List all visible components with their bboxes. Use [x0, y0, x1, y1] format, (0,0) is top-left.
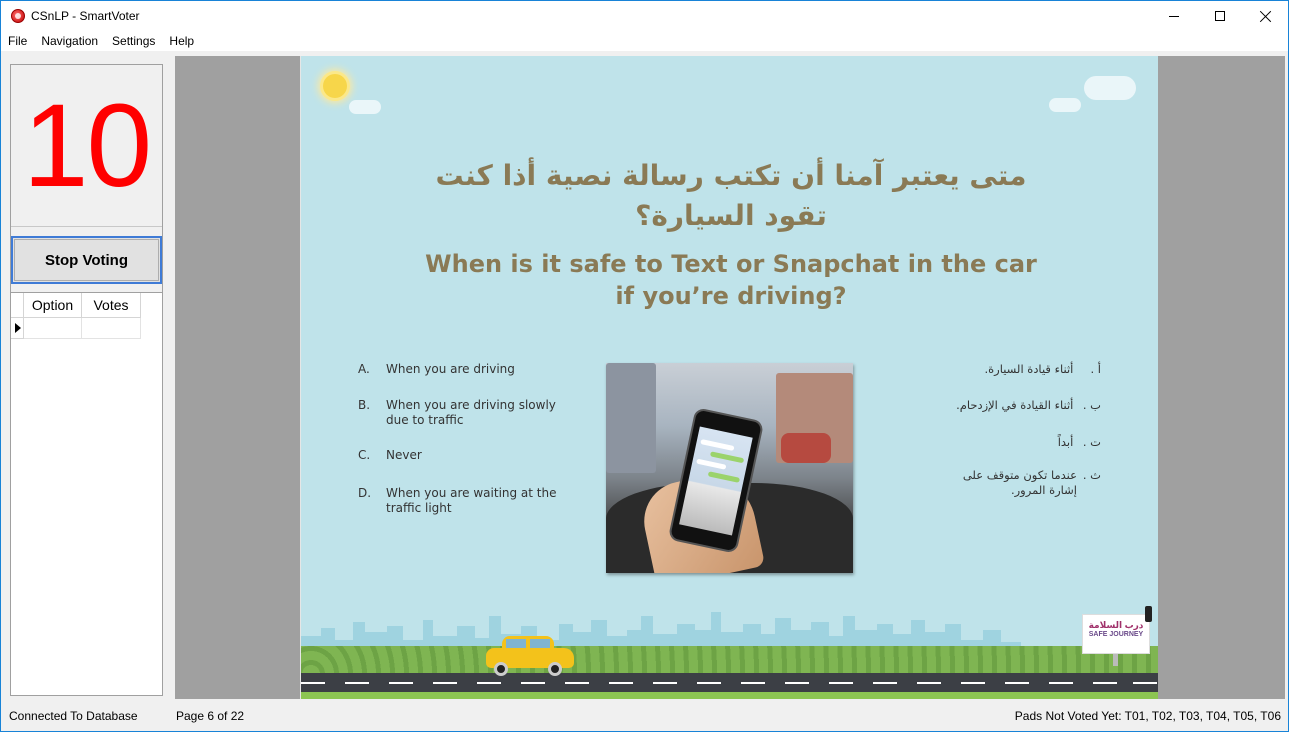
texting-while-driving-photo [606, 363, 853, 573]
road-marking [345, 682, 369, 684]
option-text: When you are driving slowly due to traffic [386, 398, 556, 427]
button-focus-frame [14, 239, 159, 281]
option-letter: أ . [1090, 362, 1101, 376]
option-text: عندما تكون متوقف على إشارة المرور. [962, 468, 1077, 497]
safe-journey-sign [1082, 614, 1150, 654]
option-a-arabic [901, 362, 1101, 377]
option-letter: ت . [1082, 435, 1101, 449]
english-title-line-1: When is it safe to Text or Snapchat in the car [425, 250, 1037, 278]
arabic-title-line-2: تقود السيارة؟ [635, 199, 827, 232]
question-title-arabic [361, 156, 1101, 236]
road-marking [741, 682, 765, 684]
option-text: When you are driving [386, 362, 515, 376]
wheel [548, 662, 562, 676]
road-marking [829, 682, 853, 684]
menu-bar [1, 31, 1288, 51]
road-marking [389, 682, 413, 684]
message-bubble [708, 471, 740, 483]
road-marking [697, 682, 721, 684]
votes-cell[interactable] [82, 318, 141, 339]
road-marking [961, 682, 985, 684]
status-bar [1, 704, 1288, 729]
sun-icon [323, 74, 347, 98]
road-marking [301, 682, 325, 684]
menu-file[interactable]: File [8, 34, 28, 48]
column-header-votes[interactable]: Votes [82, 293, 141, 318]
option-b-arabic [901, 398, 1101, 413]
minimize-button[interactable] [1151, 1, 1197, 31]
option-c-arabic [901, 435, 1101, 450]
option-letter: B. [358, 398, 371, 412]
title-bar [1, 1, 1288, 31]
voting-panel [10, 64, 163, 696]
window-title: CSnLP - SmartVoter [31, 9, 140, 23]
road-marking [1133, 682, 1157, 684]
column-header-option[interactable]: Option [24, 293, 82, 318]
maximize-icon [1215, 11, 1225, 21]
pads-not-voted-status: Pads Not Voted Yet: T01, T02, T03, T04, T05, T06 [1014, 709, 1281, 723]
minimize-icon [1169, 16, 1179, 17]
english-title-line-2: if you’re driving? [615, 282, 847, 310]
road-marking [785, 682, 809, 684]
taxi-car-icon [486, 636, 574, 676]
photo-building [606, 363, 656, 473]
grass-strip [301, 692, 1158, 699]
photo-car [781, 433, 831, 463]
road-marking [433, 682, 457, 684]
wheel [494, 662, 508, 676]
road-marking [917, 682, 941, 684]
option-letter: ث . [1082, 468, 1101, 482]
message-bubble [700, 439, 734, 451]
hedge-row [301, 646, 1158, 674]
sign-post [1113, 654, 1118, 666]
menu-help[interactable]: Help [169, 34, 195, 48]
cloud-icon [1049, 98, 1081, 112]
close-button[interactable] [1243, 1, 1289, 31]
grid-corner [11, 293, 24, 318]
option-text: Never [386, 448, 422, 462]
option-letter: D. [358, 486, 372, 500]
slide [301, 56, 1158, 699]
menu-settings[interactable]: Settings [112, 34, 156, 48]
message-bubble [696, 459, 726, 470]
current-row-arrow-icon [15, 323, 21, 333]
cloud-icon [1084, 76, 1136, 100]
close-icon [1260, 10, 1272, 22]
table-row[interactable] [11, 318, 142, 339]
connection-status: Connected To Database [9, 709, 138, 723]
road-marking [477, 682, 501, 684]
option-text: أبداً [1057, 435, 1074, 449]
question-title-english [361, 248, 1101, 312]
menu-navigation[interactable]: Navigation [41, 34, 99, 48]
sign-text-english: SAFE JOURNEY [1088, 631, 1144, 638]
road-marking [653, 682, 677, 684]
road-marking [565, 682, 589, 684]
road-marking [1005, 682, 1029, 684]
road-marking [1049, 682, 1073, 684]
option-text: أثناء القيادة في الإزدحام. [956, 398, 1074, 412]
road-marking [609, 682, 633, 684]
option-letter: C. [358, 448, 371, 462]
phone-screen [679, 426, 753, 535]
grid-header [11, 293, 142, 318]
cloud-icon [349, 100, 381, 114]
option-letter: ب . [1082, 398, 1101, 412]
option-text: أثناء قيادة السيارة. [984, 362, 1074, 376]
countdown-counter: 10 [11, 65, 162, 227]
road-marking [873, 682, 897, 684]
traffic-light-icon [1145, 606, 1152, 622]
arabic-title-line-1: متى يعتبر آمنا أن تكتب رسالة نصية أذا كنت [435, 159, 1027, 192]
option-text: When you are waiting at the traffic light [386, 486, 557, 515]
row-header[interactable] [11, 318, 24, 339]
slide-viewer [175, 56, 1285, 699]
maximize-button[interactable] [1197, 1, 1243, 31]
sign-text-arabic: درب السلامة [1088, 620, 1144, 630]
option-cell[interactable] [24, 318, 82, 339]
road-marking [1093, 682, 1117, 684]
votes-grid[interactable] [11, 292, 162, 695]
road-marking [521, 682, 545, 684]
stop-voting-button[interactable] [11, 236, 162, 284]
app-logo-icon [11, 9, 25, 23]
road [301, 673, 1158, 692]
stop-voting-label: Stop Voting [44, 251, 129, 269]
option-d-arabic [901, 468, 1101, 498]
option-letter: A. [358, 362, 370, 376]
page-indicator: Page 6 of 22 [176, 709, 245, 723]
